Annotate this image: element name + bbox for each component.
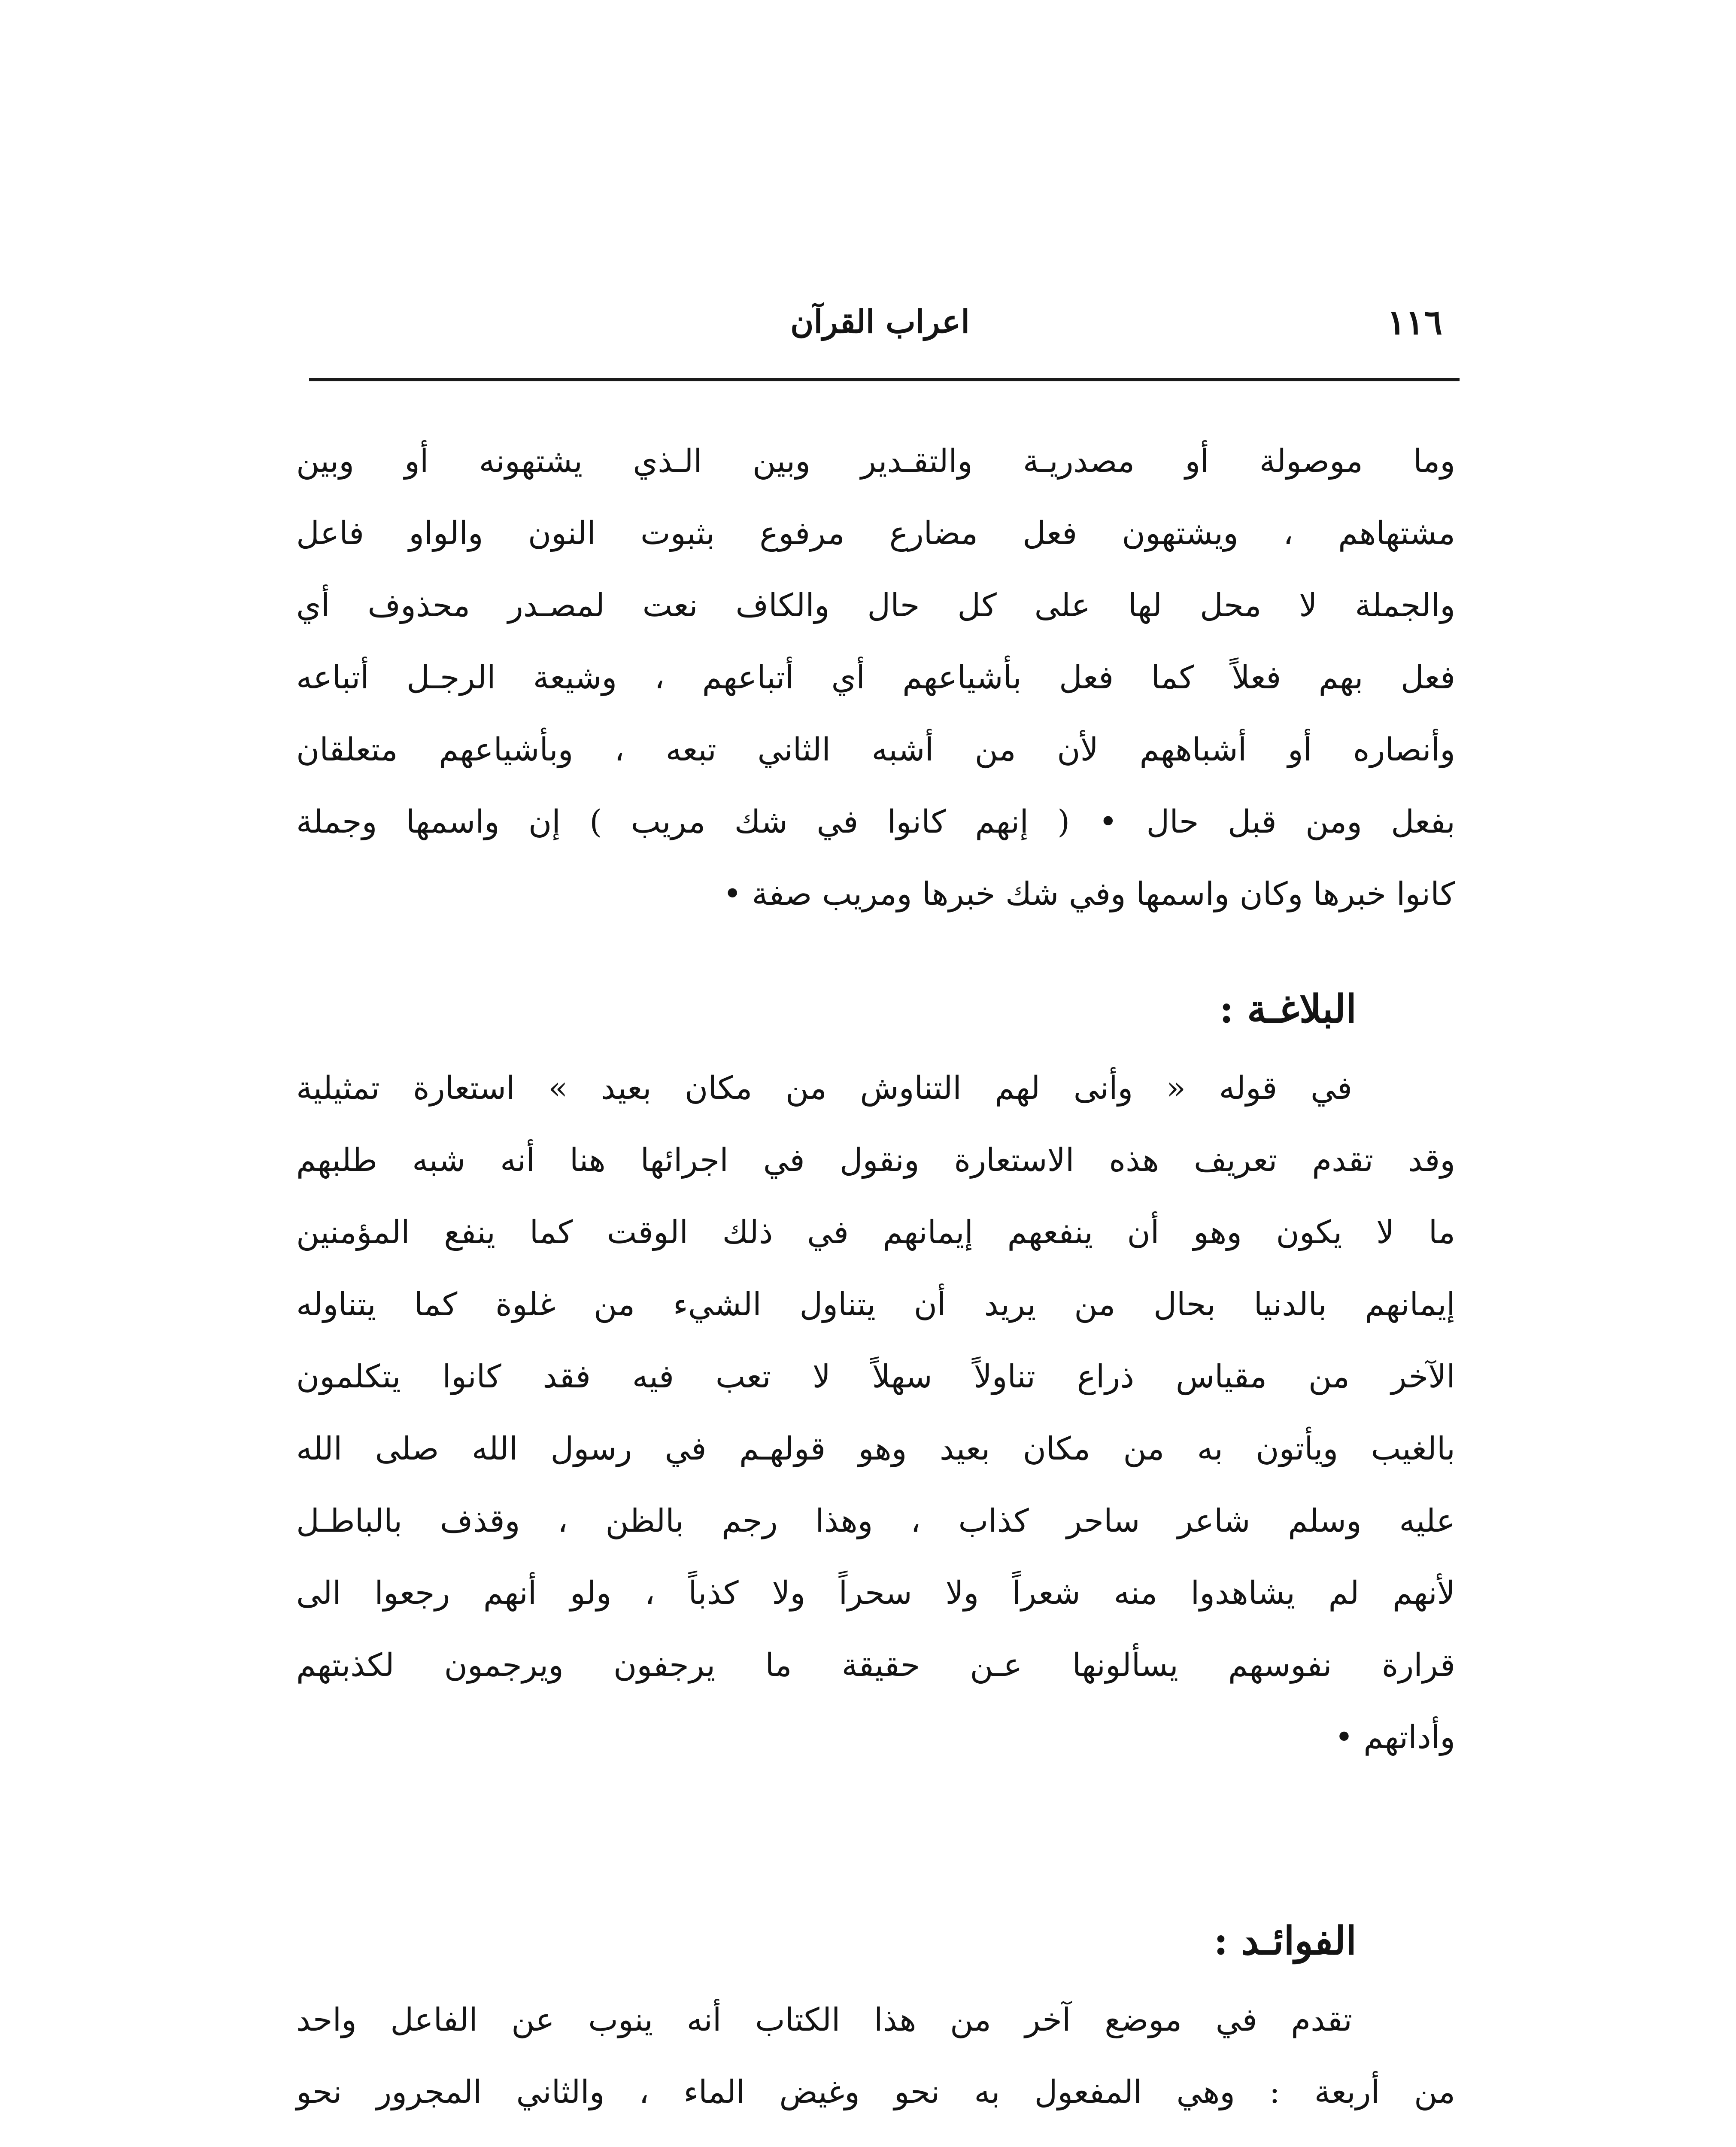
text-line: مشتهاهم ، ويشتهون فعل مضارع مرفوع بثبوت النون والواو فاعل bbox=[296, 515, 1455, 552]
book-title: اعراب القرآن bbox=[790, 304, 970, 341]
text-line: وما موصولة أو مصدريـة والتقـدير وبين الـذي يشتهونه أو وبين bbox=[296, 443, 1455, 480]
text-line: وقد تقدم تعريف هذه الاستعارة ونقول في اجرائها هنا أنه شبه طلبهم bbox=[296, 1142, 1455, 1179]
text-line: في قوله « وأنى لهم التناوش من مكان بعيد » استعارة تمثيلية bbox=[296, 1070, 1352, 1107]
text-line: وأنصاره أو أشباههم لأن من أشبه الثاني تبعه ، وبأشياعهم متعلقان bbox=[296, 731, 1455, 768]
header-rule bbox=[309, 378, 1460, 381]
section-heading-fawaid: الفوائـد : bbox=[1214, 1918, 1357, 1964]
text-line: إيمانهم بالدنيا بحال من يريد أن يتناول الشيء من غلوة كما يتناوله bbox=[296, 1286, 1455, 1323]
paragraph-balagha bbox=[296, 1052, 1455, 1773]
paragraph-fawaid bbox=[296, 1984, 1455, 2128]
text-line: ما لا يكون وهو أن ينفعهم إيمانهم في ذلك الوقت كما ينفع المؤمنين bbox=[296, 1214, 1455, 1251]
text-line: كانوا خبرها وكان واسمها وفي شك خبرها ومريب صفة • bbox=[723, 876, 1455, 912]
text-line: تقدم في موضع آخر من هذا الكتاب أنه ينوب عن الفاعل واحد bbox=[296, 2001, 1352, 2038]
text-line: قرارة نفوسهم يسألونها عـن حقيقة ما يرجفون ويرجمون لكذبتهم bbox=[296, 1647, 1455, 1684]
text-line: عليه وسلم شاعر ساحر كذاب ، وهذا رجم بالظن ، وقذف بالباطـل bbox=[296, 1502, 1455, 1539]
section-heading-balagha: البلاغـة : bbox=[1219, 986, 1357, 1032]
text-line: بالغيب ويأتون به من مكان بعيد وهو قولهـم في رسول الله صلى الله bbox=[296, 1430, 1455, 1467]
running-header bbox=[296, 296, 1455, 348]
paragraph-irab bbox=[296, 425, 1455, 930]
text-line: وأداتهم • bbox=[1335, 1719, 1455, 1756]
text-line: فعل بهم فعلاً كما فعل بأشياعهم أي أتباعهم ، وشيعة الرجـل أتباعه bbox=[296, 659, 1455, 696]
text-line: الآخر من مقياس ذراع تناولاً سهلاً لا تعب فيه فقد كانوا يتكلمون bbox=[296, 1358, 1455, 1395]
page-number: ١١٦ bbox=[1387, 302, 1442, 342]
text-line: من أربعة : وهي المفعول به نحو وغيض الماء ، والثاني المجرور نحو bbox=[296, 2074, 1455, 2111]
text-line: بفعل ومن قبل حال • ( إنهم كانوا في شك مريب ) إن واسمها وجملة bbox=[296, 803, 1455, 840]
text-line: لأنهم لم يشاهدوا منه شعراً ولا سحراً ولا كذباً ، ولو أنهم رجعوا الى bbox=[296, 1575, 1455, 1612]
book-page bbox=[296, 0, 1455, 2147]
text-line: والجملة لا محل لها على كل حال والكاف نعت لمصـدر محذوف أي bbox=[296, 587, 1455, 624]
